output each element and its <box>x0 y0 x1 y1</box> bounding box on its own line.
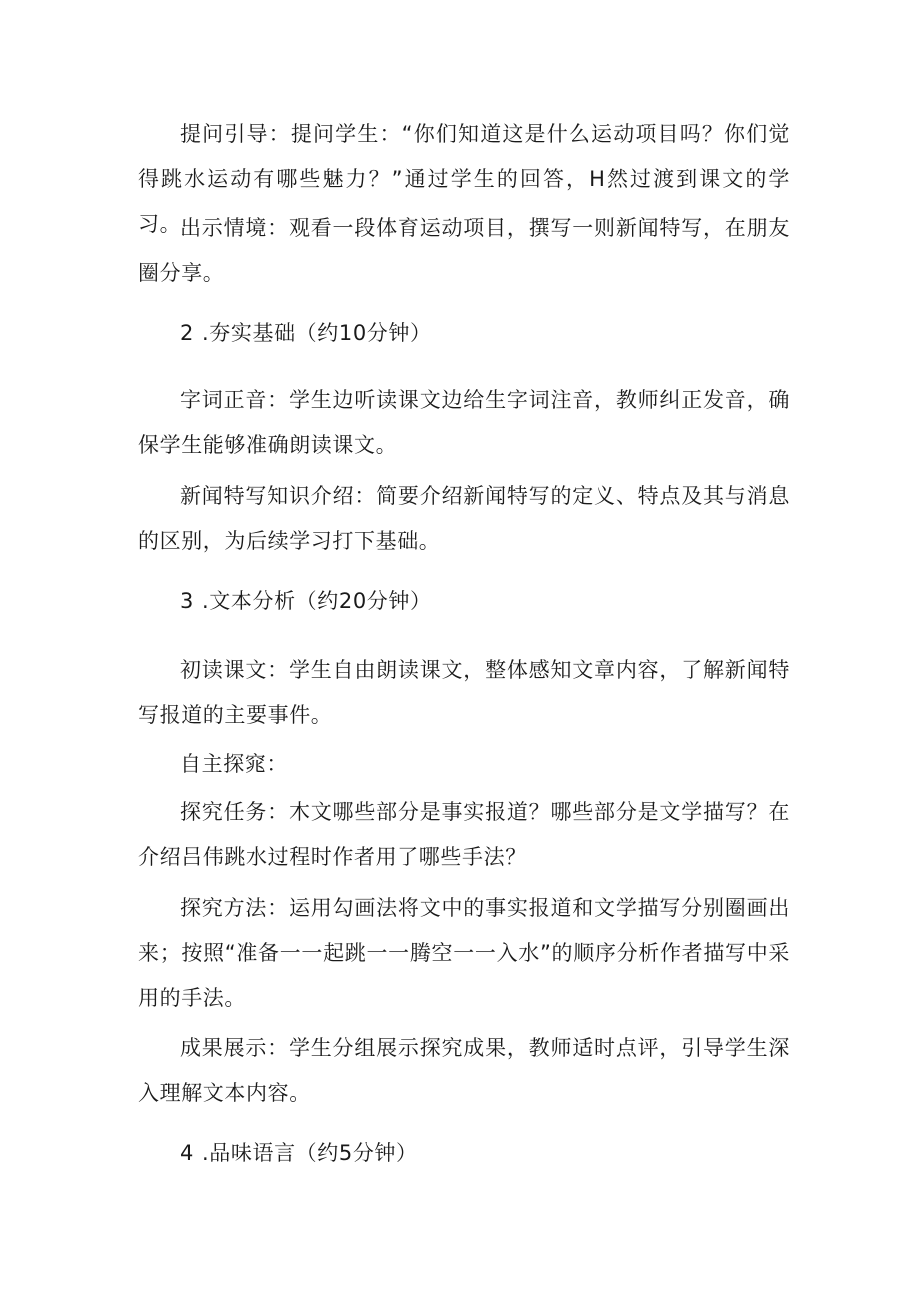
paragraph-inquiry-task: 探究任务：木文哪些部分是事实报道？哪些部分是文学描写？在介绍吕伟跳水过程时作者用了哪些手法？ <box>138 800 790 869</box>
section-title: .品味语言（约5分钟） <box>202 1141 418 1165</box>
section-number: 2 <box>180 321 194 345</box>
section-title: .夯实基础（约10分钟） <box>202 321 432 345</box>
section-number: 4 <box>180 1141 194 1165</box>
section-title: .文本分析（约20分钟） <box>202 589 432 613</box>
paragraph-word-pronunciation: 字词正音：学生边听读课文边给生字词注音，教师纠正发音，确保学生能够准确朗读课文。 <box>138 388 790 457</box>
paragraph-results-display: 成果展示：学生分组展示探究成果，教师适时点评，引导学生深入理解文本内容。 <box>138 1036 790 1105</box>
paragraph-inquiry-method: 探究方法：运用勾画法将文中的事实报道和文学描写分别圈画出来；按照“准备一一起跳一一腾空一一入水”的顺序分析作者描写中采用的手法。 <box>138 896 790 1010</box>
paragraph-question-guide: 提问引导：提问学生：“你们知道这是什么运动项目吗？你们觉得跳水运动有哪些魅力？”通过学生的回答，H然过渡到课文的学习。 <box>138 122 790 236</box>
section-number: 3 <box>180 589 194 613</box>
paragraph-self-inquiry: 自主探窕： <box>180 752 288 776</box>
paragraph-first-reading: 初读课文：学生自由朗读课文，整体感知文章内容，了解新闻特写报道的主要事件。 <box>138 658 790 727</box>
paragraph-show-scenario: 出示情境：观看一段体育运动项目，撰写一则新闻特写，在朋友圈分享。 <box>138 216 790 285</box>
section-heading-4 <box>180 1138 418 1168</box>
section-heading-3 <box>180 586 432 616</box>
section-heading-2 <box>180 318 432 348</box>
paragraph-news-feature-intro: 新闻特写知识介绍：简要介绍新闻特写的定义、特点及其与消息的区别，为后续学习打下基础。 <box>138 484 790 553</box>
